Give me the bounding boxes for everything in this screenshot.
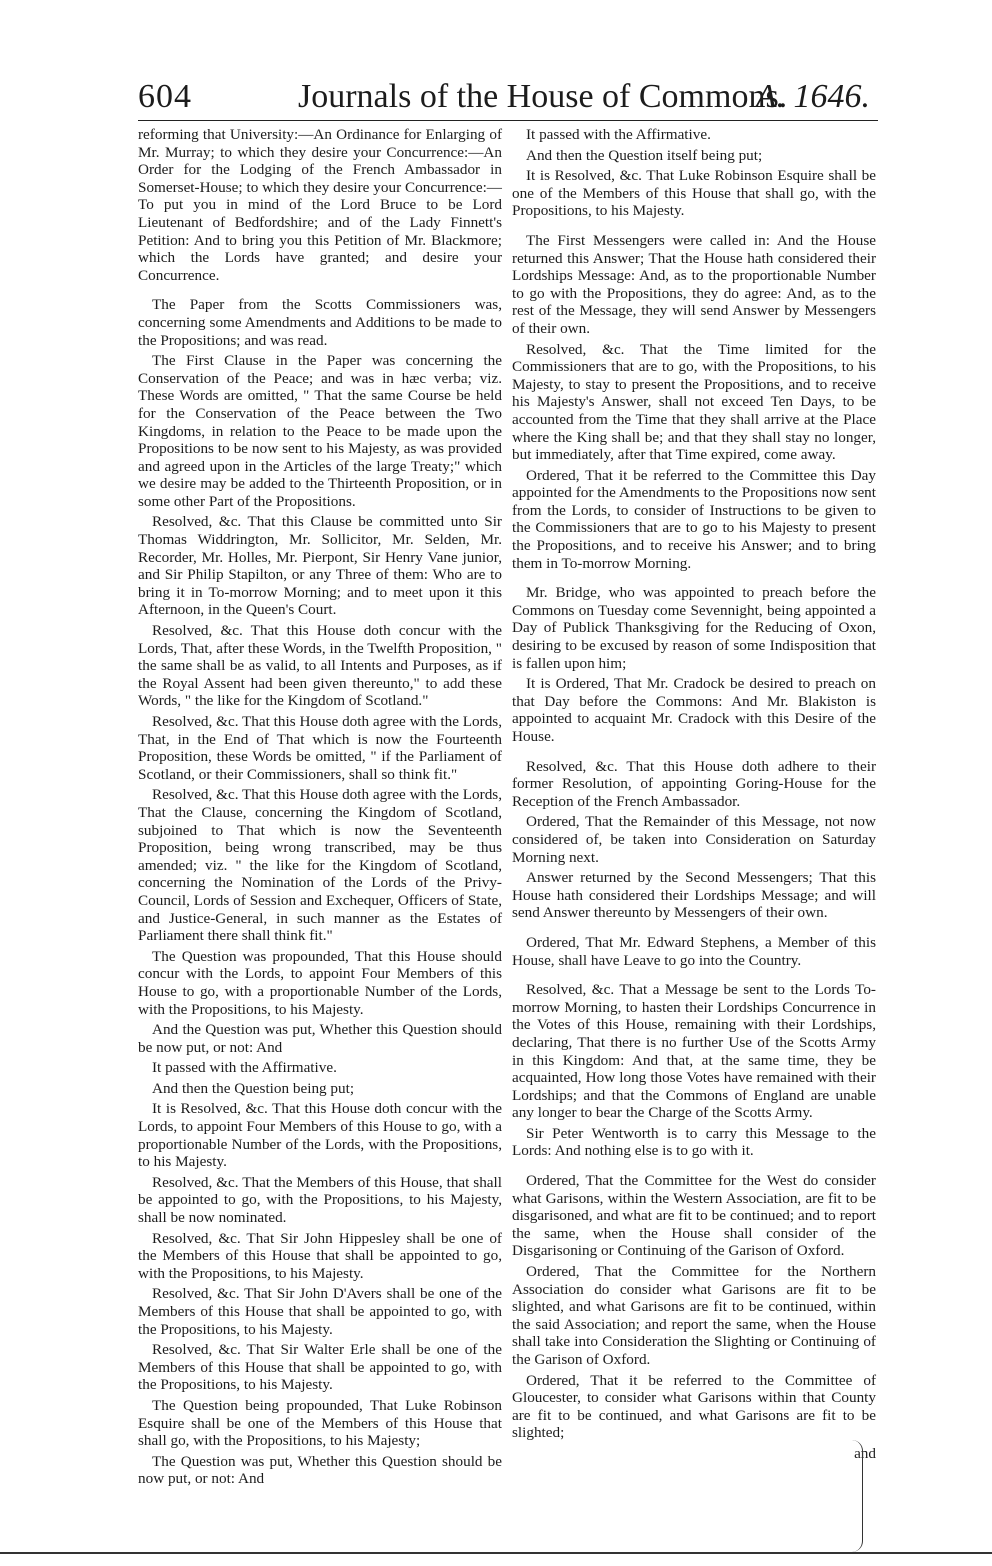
paragraph: The First Clause in the Paper was concerning the Conservation of the Peace; and was in hæc verba; viz. These Words are omitted, " That the same Course be held for the Conservation of the Peace between the Two Kingdoms, in relation to the Peace to be made upon the Propositions to be now sent to his Majesty, as was provided and agreed upon in the Articles of the large Treaty;" which we desire may be added to the Thirteenth Proposition, or in some other Part of the Propositions. <box>138 352 502 510</box>
paragraph: Ordered, That the Committee for the Northern Association do consider what Garisons are fit to be slighted, and what Garisons are fit to be continued, within the said Association; and report the same, when the House shall take into Consideration the Slighting or Continuing of the Garison of Oxford. <box>512 1263 876 1368</box>
paragraph: Resolved, &c. That this Clause be committed unto Sir Thomas Widdrington, Mr. Sollicitor, Mr. Selden, Mr. Recorder, Mr. Holles, Mr. Pierpont, Sir Henry Vane junior, and Sir Philip Stapilton, or any Three of them: Who are to bring it in To-morrow Morning; and to meet upon it this Afternoon, in the Queen's Court. <box>138 513 502 619</box>
paragraph: Resolved, &c. That Sir Walter Erle shall be one of the Members of this House that shall be appointed to go, with the Propositions, to his Majesty. <box>138 1341 502 1394</box>
paragraph: The Paper from the Scotts Commissioners was, concerning some Amendments and Additions to be made to the Propositions; and was read. <box>138 296 502 349</box>
paragraph: It is Resolved, &c. That Luke Robinson Esquire shall be one of the Members of this House that shall go, with the Propositions, to his Majesty. <box>512 167 876 220</box>
paragraph: The Question being propounded, That Luke Robinson Esquire shall be one of the Members of this House that shall go, with the Propositions, to his Majesty; <box>138 1396 502 1450</box>
left-column <box>138 126 502 1491</box>
paragraph: Resolved, &c. That this House doth agree with the Lords, That, in the End of That which is now the Fourteenth Proposition, these Words be omitted, " if the Parliament of Scotland, or their Commissioners, shall so think fit." <box>138 713 502 783</box>
paragraph: It is Resolved, &c. That this House doth concur with the Lords, to appoint Four Members of this House to go, with a proportionable Number of the Lords, with the Propositions, to his Majesty. <box>138 1100 502 1171</box>
year-heading: A. 1646. <box>755 78 870 115</box>
paragraph: Resolved, &c. That the Members of this House, that shall be appointed to go, with the Propositions, to his Majesty, shall be now nominated. <box>138 1173 502 1227</box>
paragraph: And then the Question itself being put; <box>526 146 763 164</box>
paragraph: Resolved, &c. That a Message be sent to the Lords To-morrow Morning, to hasten their Lordships Concurrence in the Votes of this House, remaining with their Lordships, declaring, That there is no further Use of the Scotts Army in this Kingdom: And that, at the same time, they be acquainted, How long those Votes have remained with their Lordships; and that the Commons of England are unable any longer to bear the Charge of the Scotts Army. <box>512 981 876 1122</box>
paragraph: And then the Question being put; <box>152 1079 355 1097</box>
paragraph: It is Ordered, That Mr. Cradock be desired to preach on that Day before the Commons: And Mr. Blakiston is appointed to acquaint Mr. Cradock with this Desire of the House. <box>512 675 876 745</box>
paragraph: Ordered, That Mr. Edward Stephens, a Member of this House, shall have Leave to go into the Country. <box>512 933 876 969</box>
catchword: and <box>854 1444 876 1462</box>
paragraph: It passed with the Affirmative. <box>526 126 711 143</box>
paragraph: The First Messengers were called in: And the House returned this Answer; That the House hath considered their Lordships Message: And, as to the proportionable Number to go with the Propositions, they do agree: And, as to the rest of the Message, they will send Answer by Messengers of their own. <box>512 231 876 337</box>
paragraph: Ordered, That the Committee for the West do consider what Garisons, within the Western Association, are fit to be disgarisoned, and what are fit to be continued; and to report the same, when the House shall consider of the Disgarisoning or Continuing of the Garison of Oxford. <box>512 1172 876 1260</box>
paragraph: The Question was propounded, That this House should concur with the Lords, to appoint Four Members of this House to go, with a proportionable Number of the Lords, with the Propositions, to his Majesty. <box>138 947 502 1018</box>
paragraph: Resolved, &c. That this House doth adhere to their former Resolution, of appointing Goring-House for the Reception of the French Ambassador. <box>512 757 876 810</box>
right-column <box>512 126 876 1463</box>
paragraph: Resolved, &c. That this House doth concur with the Lords, That, after these Words, in the Twelfth Proposition, " the same shall be as valid, to all Intents and Purposes, as if the Royal Assent had been given thereunto," to add these Words, " the like for the Kingdom of Scotland." <box>138 622 502 710</box>
page-header <box>138 74 870 124</box>
margin-bracket <box>852 1440 863 1552</box>
paragraph: Resolved, &c. That the Time limited for the Commissioners that are to go, with the Propositions, to his Majesty, to stay to present the Propositions, and to receive his Majesty's Answer, shall not exceed Ten Days, to be accounted from the Time that they shall arrive at the Place where the King shall be; and that they shall stay no longer, but immediately, after that Time expired, come away. <box>512 340 876 464</box>
paragraph: Ordered, That the Remainder of this Message, not now considered of, be taken into Consideration on Saturday Morning next. <box>512 813 876 866</box>
paragraph: The Question was put, Whether this Question should be now put, or not: And <box>138 1452 502 1488</box>
paragraph: Answer returned by the Second Messengers; That this House hath considered their Lordships Message; and will send Answer thereunto by Messengers of their own. <box>512 869 876 922</box>
paragraph: Resolved, &c. That Sir John D'Avers shall be one of the Members of this House that shall be appointed to go, with the Propositions, to his Majesty. <box>138 1285 502 1338</box>
running-title: Journals of the House of Commons. <box>298 78 788 115</box>
page-number: 604 <box>138 78 192 115</box>
bottom-rule <box>0 1552 992 1554</box>
paragraph: Ordered, That it be referred to the Committee of Gloucester, to consider what Garisons within that County are fit to be continued, and what Garisons are fit to be slighted; <box>512 1371 876 1442</box>
paragraph: Ordered, That it be referred to the Committee this Day appointed for the Amendments to the Propositions now sent from the Lords, to consider of Instructions to be given to the Commissioners that are to go to his Majesty to present the Propositions, and to receive his Answer; and to bring them in To-morrow Morning. <box>512 466 876 572</box>
paragraph: And the Question was put, Whether this Question should be now put, or not: And <box>138 1021 502 1056</box>
paragraph: Resolved, &c. That Sir John Hippesley shall be one of the Members of this House that shall be appointed to go, with the Propositions, to his Majesty. <box>138 1229 502 1282</box>
paragraph: Resolved, &c. That this House doth agree with the Lords, That the Clause, concerning the Kingdom of Scotland, subjoined to That which is now the Seventeenth Proposition, being wrong transcribed, may be thus amended; viz. " the like for the Kingdom of Scotland, concerning the Nomination of the Lords of the Privy-Council, Lords of Session and Exchequer, Officers of State, and Justice-General, in such manner as the Estates of Parliament there shall think fit." <box>138 786 502 945</box>
header-rule <box>138 120 878 121</box>
paragraph: reforming that University:—An Ordinance for Enlarging of Mr. Murray; to which they desire your Concurrence:—An Order for the Lodging of the French Ambassador in Somerset-House; to which they desire your Concurrence:—To put you in mind of the Lord Bruce to be Lord Lieutenant of Bedfordshire; and of the Lady Finnett's Petition: And to bring you this Petition of Mr. Blackmore; which the Lords have granted; and desire your Concurrence. <box>138 126 502 284</box>
paragraph: It passed with the Affirmative. <box>152 1059 337 1077</box>
paragraph: Mr. Bridge, who was appointed to preach before the Commons on Tuesday come Sevennight, being appointed a Day of Publick Thanksgiving for the Reducing of Oxon, desiring to be excused by reason of some Indisposition that is fallen upon him; <box>512 584 876 672</box>
paragraph: Sir Peter Wentworth is to carry this Message to the Lords: And nothing else is to go with it. <box>512 1124 876 1160</box>
